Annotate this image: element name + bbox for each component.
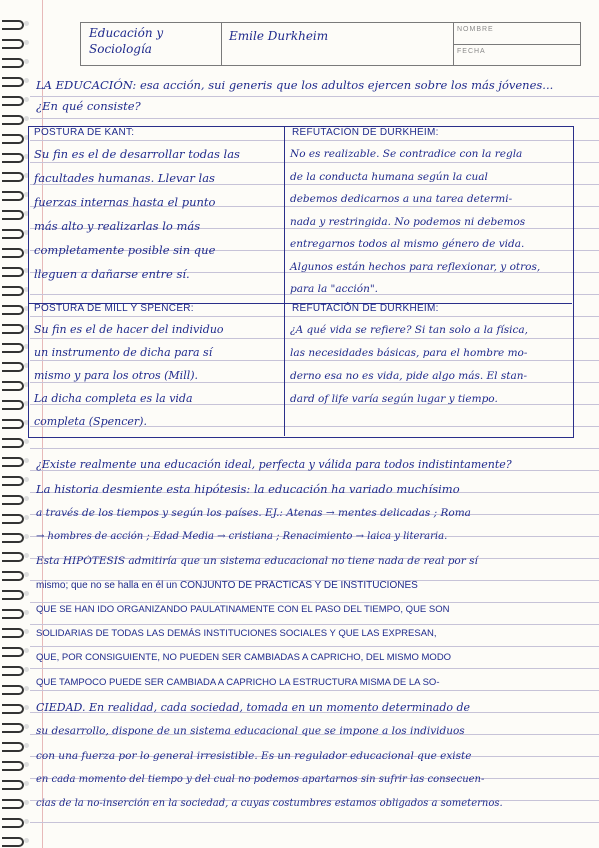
header-box — [80, 22, 581, 66]
spiral-coil — [2, 153, 24, 163]
durk1-line: No es realizable. Se contradice con la regla — [290, 148, 523, 160]
spiral-coil — [2, 514, 24, 524]
mill-line: mismo y para los otros (Mill). — [34, 369, 199, 382]
binding-hole — [24, 458, 29, 463]
body-line: → hombres de acción ; Edad Media → cristiana ; Renacimiento → laica y literaria. — [36, 530, 448, 542]
spiral-coil — [2, 609, 24, 619]
binding-hole — [24, 705, 29, 710]
durk1-line: para la "acción". — [290, 283, 379, 295]
durk1-line: de la conducta humana según la cual — [290, 170, 488, 183]
spiral-coil — [2, 172, 24, 182]
ruled-line — [30, 690, 599, 691]
mill-spencer-title: POSTURA DE MILL Y SPENCER: — [34, 303, 194, 314]
binding-hole — [24, 572, 29, 577]
durk2-line: ¿A qué vida se refiere? Si tan solo a la física, — [290, 324, 529, 336]
binding-hole — [24, 781, 29, 786]
binding-hole — [24, 116, 29, 121]
binding-hole — [24, 667, 29, 672]
ruled-line — [30, 668, 599, 669]
body-line: con una fuerza por lo general irresistible. Es un regulador educacional que existe — [36, 749, 472, 762]
mill-line: un instrumento de dicha para sí — [34, 346, 213, 359]
binding-hole — [24, 743, 29, 748]
spiral-coil — [2, 761, 24, 771]
spiral-coil — [2, 533, 24, 543]
durk1-line: Algunos están hechos para reflexionar, y otros, — [290, 260, 541, 273]
binding-hole — [24, 762, 29, 767]
spiral-coil — [2, 685, 24, 695]
binding-hole — [24, 629, 29, 634]
body-line: mismo; que no se halla en él un CONJUNTO DE PRÁCTICAS Y DE INSTITUCIONES — [36, 579, 418, 591]
body-line: QUE SE HAN IDO ORGANIZANDO PAULATINAMENTE CON EL PASO DEL TIEMPO, QUE SON — [36, 603, 450, 615]
spiral-coil — [2, 115, 24, 125]
spiral-coil — [2, 742, 24, 752]
binding-hole — [24, 534, 29, 539]
spiral-coil — [2, 381, 24, 391]
spiral-coil — [2, 476, 24, 486]
body-line: Esta HIPÓTESIS admitiría que un sistema educacional no tiene nada de real por sí — [36, 555, 478, 568]
header-author-cell — [221, 23, 454, 65]
spiral-coil — [2, 58, 24, 68]
spiral-coil — [2, 571, 24, 581]
spiral-coil — [2, 818, 24, 828]
ruled-line — [30, 96, 599, 97]
ruled-line — [30, 646, 599, 647]
spiral-coil — [2, 552, 24, 562]
body-line: SOLIDARIAS DE TODAS LAS DEMÁS INSTITUCIONES SOCIALES Y QUE LAS EXPRESAN, — [36, 628, 437, 640]
binding-hole — [24, 97, 29, 102]
binding-hole — [24, 819, 29, 824]
mill-line: completa (Spencer). — [34, 415, 147, 428]
spiral-coil — [2, 400, 24, 410]
spiral-coil — [2, 438, 24, 448]
kant-line: facultades humanas. Llevar las — [34, 171, 215, 185]
body-line: La historia desmiente esta hipótesis: la educación ha variado muchísimo — [36, 482, 460, 497]
kant-title: POSTURA DE KANT: — [34, 127, 135, 138]
body-line: a través de los tiempos y según los países. EJ.: Atenas → mentes delicadas ; Roma — [36, 506, 471, 519]
spiral-coil — [2, 419, 24, 429]
kant-line: más alto y realizarlas lo más — [34, 219, 201, 233]
spiral-coil — [2, 229, 24, 239]
binding-hole — [24, 496, 29, 501]
binding-hole — [24, 591, 29, 596]
body-line: en cada momento del tiempo y del cual no podemos apartarnos sin sufrir las consecuen- — [36, 773, 485, 785]
intro-line-2: ¿En qué consiste? — [36, 99, 141, 113]
body-line: QUE, POR CONSIGUIENTE, NO PUEDEN SER CAMBIADAS A CAPRICHO, DEL MISMO MODO — [36, 652, 452, 664]
mill-line: La dicha completa es la vida — [34, 392, 193, 405]
spiral-coil — [2, 39, 24, 49]
spiral-coil — [2, 210, 24, 220]
label-fecha: FECHA — [457, 48, 486, 55]
spiral-coil — [2, 96, 24, 106]
durk2-line: derno esa no es vida, pide algo más. El stan- — [290, 370, 528, 382]
kant-line: completamente posible sin que — [34, 243, 216, 257]
intro-line-1: LA EDUCACIÓN: esa acción, sui generis que los adultos ejercen sobre los más jóvenes... — [36, 78, 554, 92]
header-subject-cell — [81, 23, 222, 65]
spiral-coil — [2, 324, 24, 334]
spiral-coil — [2, 495, 24, 505]
spiral-coil — [2, 362, 24, 372]
body-line: ¿Existe realmente una educación ideal, perfecta y válida para todos indistintamente? — [36, 458, 512, 471]
binding-hole — [24, 724, 29, 729]
spiral-coil — [2, 799, 24, 809]
binding-hole — [24, 59, 29, 64]
table-vertical-divider — [284, 126, 285, 436]
binding-hole — [24, 78, 29, 83]
spiral-coil — [2, 837, 24, 847]
spiral-coil — [2, 305, 24, 315]
kant-line: lleguen a dañarse entre sí. — [34, 267, 190, 281]
ruled-line — [30, 822, 599, 823]
body-line: CIEDAD. En realidad, cada sociedad, tomada en un momento determinado de — [36, 701, 471, 714]
kant-line: Su fin es el de desarrollar todas las — [34, 147, 240, 161]
binding-hole — [24, 610, 29, 615]
binding-hole — [24, 553, 29, 558]
ruled-line — [30, 118, 599, 119]
binding-hole — [24, 439, 29, 444]
header-author: Emile Durkheim — [229, 29, 329, 43]
spiral-coil — [2, 343, 24, 353]
spiral-coil — [2, 191, 24, 201]
durk1-line: entregarnos todos al mismo género de vida. — [290, 238, 525, 250]
spiral-coil — [2, 286, 24, 296]
spiral-coil — [2, 457, 24, 467]
durk1-line: debemos dedicarnos a una tarea determi- — [290, 193, 513, 205]
spiral-coil — [2, 780, 24, 790]
label-nombre: NOMBRE — [457, 26, 494, 33]
spiral-coil — [2, 723, 24, 733]
header-subject: Educación y Sociología — [89, 26, 164, 56]
spiral-coil — [2, 267, 24, 277]
mill-line: Su fin es el de hacer del individuo — [34, 323, 224, 336]
spiral-coil — [2, 248, 24, 258]
binding-hole — [24, 515, 29, 520]
binding-hole — [24, 21, 29, 26]
binding-hole — [24, 686, 29, 691]
spiral-coil — [2, 647, 24, 657]
binding-hole — [24, 838, 29, 843]
ruled-line — [30, 448, 599, 449]
spiral-coil — [2, 20, 24, 30]
spiral-coil — [2, 590, 24, 600]
spiral-coil — [2, 628, 24, 638]
body-line: QUE TAMPOCO PUEDE SER CAMBIADA A CAPRICHO LA ESTRUCTURA MISMA DE LA SO- — [36, 676, 440, 688]
durk2-line: las necesidades básicas, para el hombre mo- — [290, 347, 528, 359]
ruled-line — [30, 624, 599, 625]
kant-line: fuerzas internas hasta el punto — [34, 195, 216, 209]
binding-hole — [24, 800, 29, 805]
spiral-coil — [2, 134, 24, 144]
body-line: cias de la no-inserción en la sociedad, a cuyas costumbres estamos obligados a someternos. — [36, 798, 503, 810]
body-line: su desarrollo, dispone de un sistema educacional que se impone a los individuos — [36, 725, 465, 738]
spiral-coil — [2, 704, 24, 714]
durk1-line: nada y restringida. No podemos ni debemos — [290, 215, 526, 228]
durkheim-refutation-1-title: REFUTACIÓN DE DURKHEIM: — [292, 127, 439, 138]
durk2-line: dard of life varía según lugar y tiempo. — [290, 393, 498, 405]
binding-hole — [24, 477, 29, 482]
binding-hole — [24, 648, 29, 653]
spiral-coil — [2, 77, 24, 87]
header-divider — [453, 44, 580, 45]
durkheim-refutation-2-title: REFUTACIÓN DE DURKHEIM: — [292, 303, 439, 314]
binding-hole — [24, 40, 29, 45]
spiral-coil — [2, 666, 24, 676]
